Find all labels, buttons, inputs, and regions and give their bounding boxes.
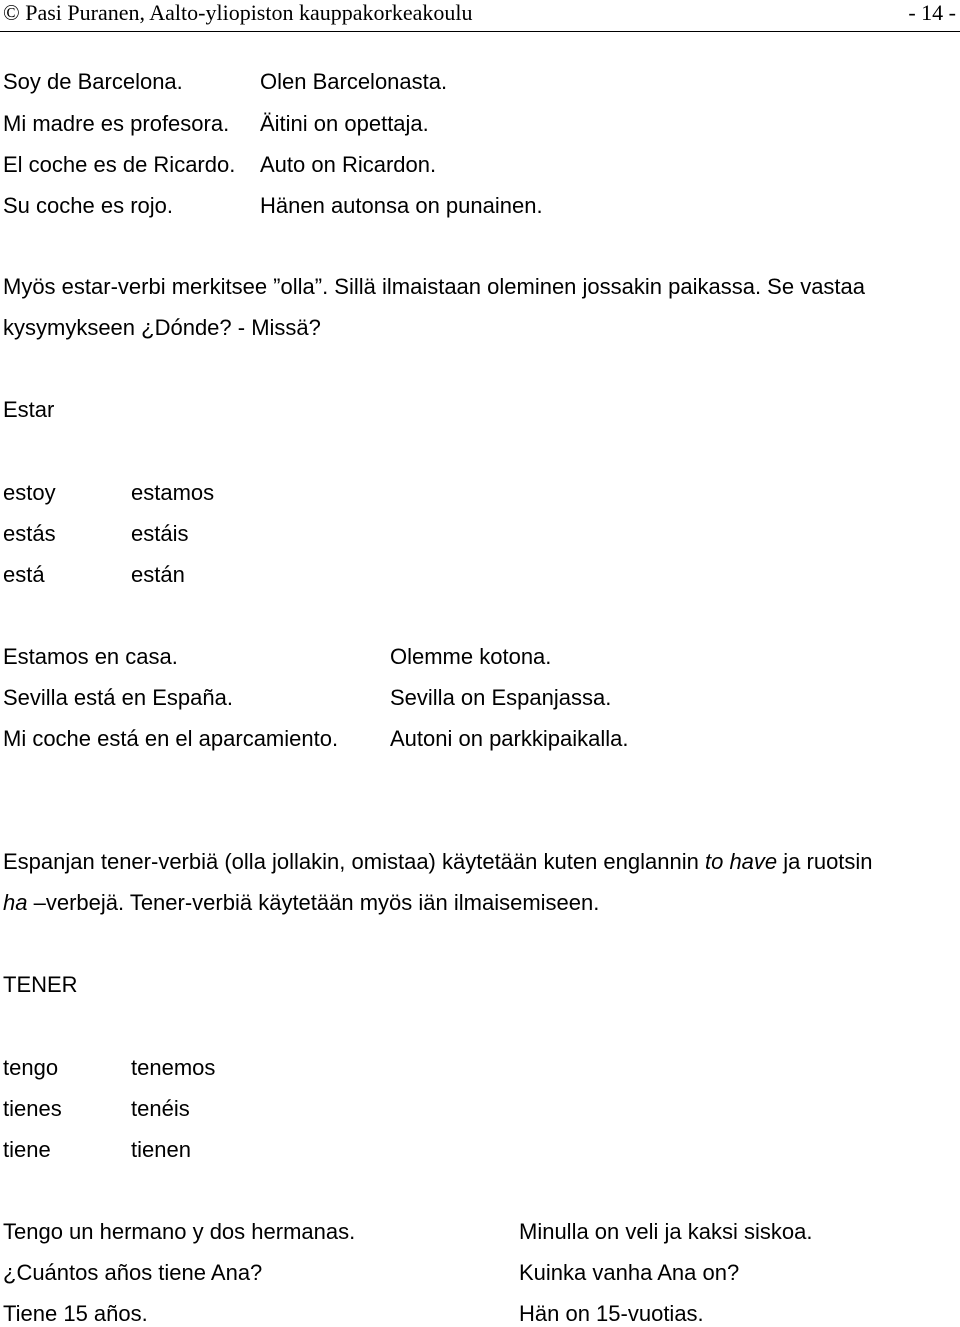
estar-intro-line1: Myös estar-verbi merkitsee ”olla”. Sillä ilmaistaan oleminen jossakin paikassa. Se vastaa (3, 274, 866, 299)
estar-conj-plural: estamos (131, 480, 215, 505)
estar-conj-plural: están (131, 562, 185, 587)
tener-heading: TENER (3, 972, 78, 997)
tener-intro-text: –verbejä. Tener-verbiä käytetään myös iän ilmaisemiseen. (27, 890, 600, 915)
tener-conj-plural: tenéis (131, 1096, 190, 1121)
estar-conj-singular: estás (3, 521, 56, 546)
tener-example-es: Tengo un hermano y dos hermanas. (3, 1219, 356, 1244)
page-header (0, 0, 960, 27)
ser-example-fi: Hänen autonsa on punainen. (260, 193, 543, 218)
tener-conj-singular: tiene (3, 1137, 51, 1162)
ser-example-fi: Olen Barcelonasta. (260, 69, 448, 94)
tener-intro-swedish-verb: ha (3, 890, 28, 915)
estar-example-es: Estamos en casa. (3, 644, 178, 669)
ser-example-es: Su coche es rojo. (3, 193, 173, 218)
ser-example-fi: Äitini on opettaja. (260, 111, 429, 136)
tener-example-fi: Kuinka vanha Ana on? (519, 1260, 740, 1285)
tener-example-fi: Hän on 15-vuotias. (519, 1301, 704, 1326)
ser-example-es: El coche es de Ricardo. (3, 152, 236, 177)
estar-conj-singular: estoy (3, 480, 56, 505)
estar-example-fi: Autoni on parkkipaikalla. (390, 726, 629, 751)
estar-heading: Estar (3, 397, 55, 422)
tener-intro-text: Espanjan tener-verbiä (olla jollakin, omistaa) käytetään kuten englannin (3, 849, 705, 874)
estar-example-fi: Olemme kotona. (390, 644, 552, 669)
estar-conj-singular: está (3, 562, 45, 587)
estar-example-es: Mi coche está en el aparcamiento. (3, 726, 339, 751)
header-copyright: © Pasi Puranen, Aalto-yliopiston kauppakorkeakoulu (3, 0, 473, 25)
tener-example-fi: Minulla on veli ja kaksi siskoa. (519, 1219, 813, 1244)
estar-conj-plural: estáis (131, 521, 189, 546)
estar-example-fi: Sevilla on Espanjassa. (390, 685, 612, 710)
ser-example-es: Soy de Barcelona. (3, 69, 183, 94)
tener-intro-text: ja ruotsin (777, 849, 873, 874)
tener-intro-english-verb: to have (704, 849, 778, 874)
tener-intro-line2 (3, 890, 599, 916)
ser-example-es: Mi madre es profesora. (3, 111, 230, 136)
tener-conj-singular: tengo (3, 1055, 59, 1080)
tener-intro-line1 (3, 849, 873, 875)
header-rule (0, 31, 960, 32)
estar-example-es: Sevilla está en España. (3, 685, 233, 710)
estar-intro-line2: kysymykseen ¿Dónde? - Missä? (3, 315, 321, 340)
ser-example-fi: Auto on Ricardon. (260, 152, 437, 177)
tener-example-es: Tiene 15 años. (3, 1301, 148, 1326)
page-number: - 14 - (908, 0, 956, 25)
tener-example-es: ¿Cuántos años tiene Ana? (3, 1260, 263, 1285)
tener-conj-plural: tienen (131, 1137, 191, 1162)
tener-conj-singular: tienes (3, 1096, 62, 1121)
tener-conj-plural: tenemos (131, 1055, 216, 1080)
